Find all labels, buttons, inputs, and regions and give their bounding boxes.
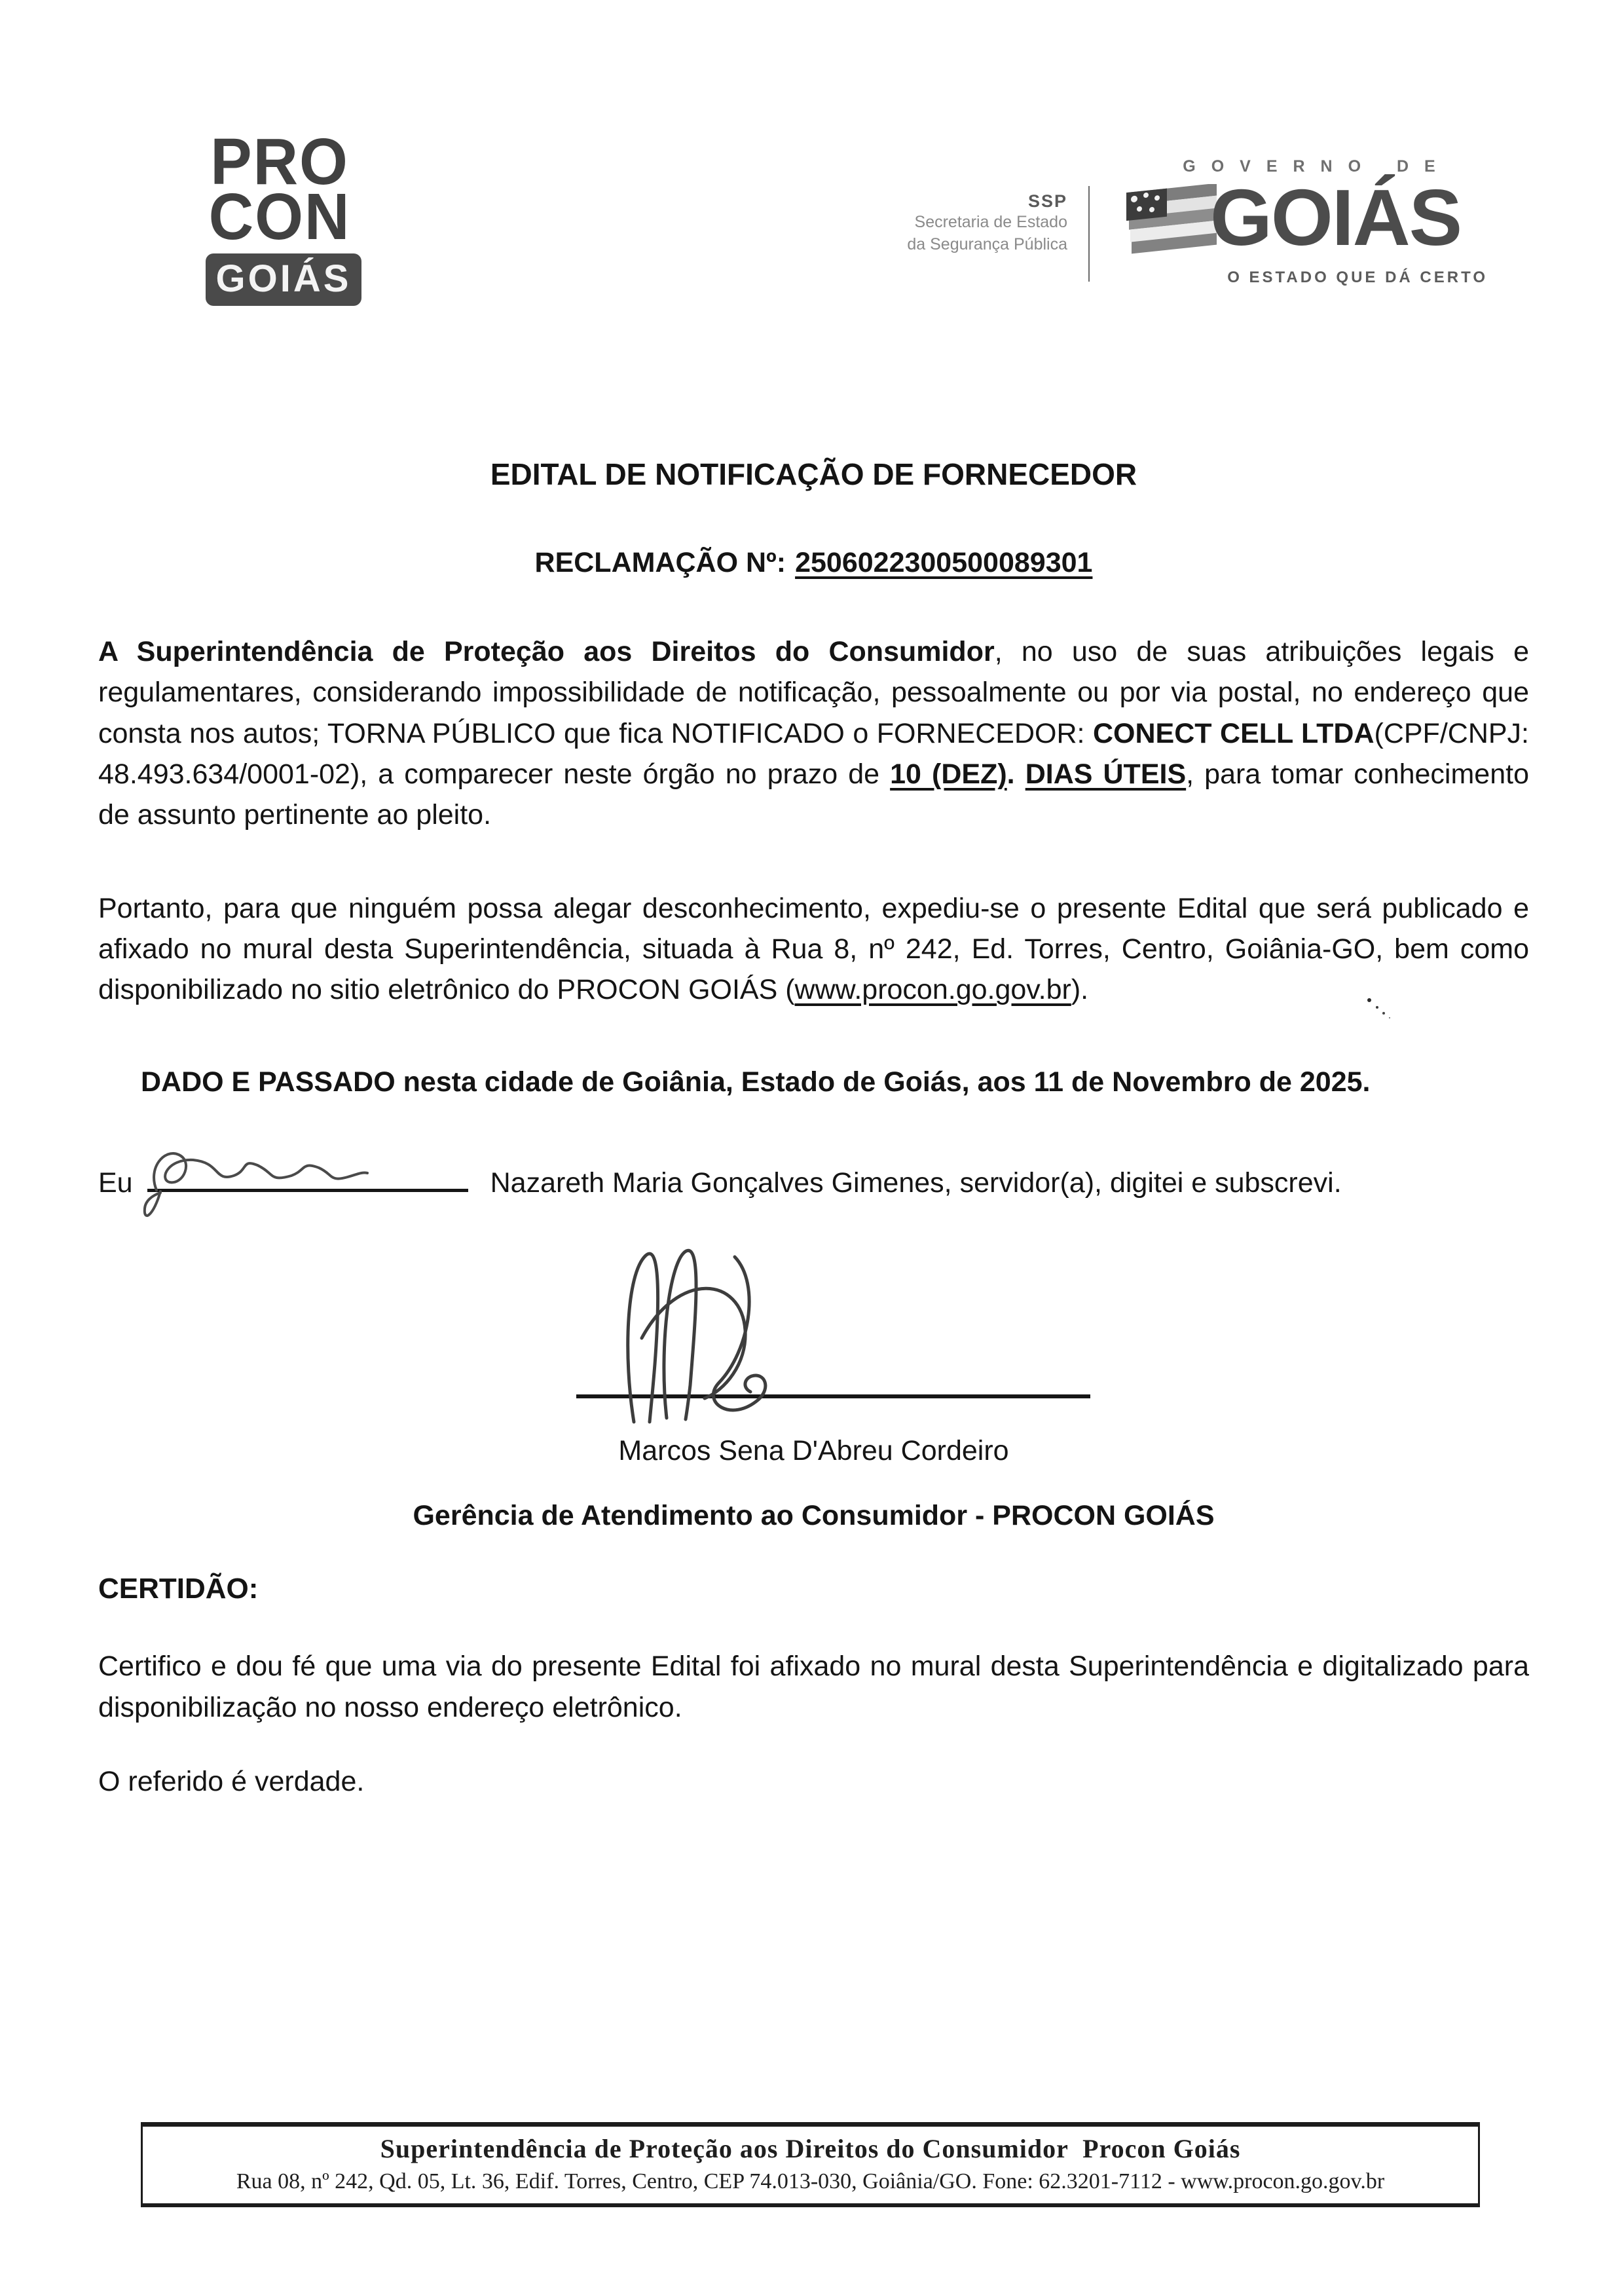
text-run: A Superintendência de Proteção aos Direitos do Consumidor xyxy=(98,636,995,667)
footer-address-line: Rua 08, nº 242, Qd. 05, Lt. 36, Edif. Torres, Centro, CEP 74.013-030, Goiânia/GO. Fone: 62.3201-7112 - www.procon.go.gov.br xyxy=(236,2169,1385,2193)
procon-logo-line1: PRO xyxy=(210,125,349,198)
text-run: www.procon.go.gov.br xyxy=(794,974,1071,1006)
procon-logo-badge: GOIÁS xyxy=(206,253,362,306)
footer-box xyxy=(141,2122,1480,2207)
ssp-acronym: SSP xyxy=(1027,191,1067,211)
governo-de-goias-logo xyxy=(1121,157,1488,287)
text-run: 10 (DEZ) xyxy=(890,758,1007,791)
signer-name: Marcos Sena D'Abreu Cordeiro xyxy=(618,1435,1009,1467)
scan-ink-speckle xyxy=(1367,998,1371,1002)
text-run: . xyxy=(1006,758,1025,791)
goias-slogan: O ESTADO QUE DÁ CERTO xyxy=(1227,269,1488,286)
manager-signature-block xyxy=(576,1233,1090,1398)
text-run: DIAS ÚTEIS xyxy=(1025,758,1187,791)
footer-org-line: Superintendência de Proteção aos Direitos do Consumidor Procon Goiás xyxy=(380,2134,1241,2163)
publication-paragraph xyxy=(98,888,1529,1011)
certificate-body: Certifico e dou fé que uma via do presente Edital foi afixado no mural desta Superintendência e digitalizado para disponibilização no nosso endereço eletrônico. xyxy=(98,1651,1529,1723)
goias-wordmark: GOIÁS xyxy=(1210,173,1462,262)
clerk-signature-rule xyxy=(147,1182,468,1192)
text-run: (CPF/CNPJ: 48.493.634/0001-02), a comparecer neste órgão no prazo de xyxy=(98,717,1529,791)
manager-signature-scribble xyxy=(596,1233,858,1430)
procon-logo-line2: CON xyxy=(208,180,351,253)
signer-role: Gerência de Atendimento ao Consumidor - PROCON GOIÁS xyxy=(413,1500,1215,1532)
notification-paragraph xyxy=(98,631,1529,836)
ssp-block xyxy=(740,191,1067,256)
text-run: , no uso de suas atribuições legais e regulamentares, considerando impossibilidade de notificação, pessoalmente ou por via postal, no endereço que consta nos autos; TORNA PÚBLICO que fica NOTIFICADO o FORNECEDOR: xyxy=(98,636,1529,749)
goias-flag-icon xyxy=(1121,184,1219,265)
eu-prefix: Eu xyxy=(98,1167,133,1199)
ssp-line1: Secretaria de Estado xyxy=(914,213,1067,231)
certificate-closing: O referido é verdade. xyxy=(98,1766,365,1798)
text-run: Portanto, para que ninguém possa alegar desconhecimento, expediu-se o presente Edital que será publicado e afixado no mural desta Superintendência, situada à Rua 8, nº 242, Ed. Torres, Centro, Goiânia-GO, bem como disponibilizado no sitio eletrônico do PROCON GOIÁS ( xyxy=(98,892,1529,1006)
claim-label: RECLAMAÇÃO Nº: xyxy=(534,547,786,578)
procon-goias-logo xyxy=(205,125,362,306)
issued-line: DADO E PASSADO nesta cidade de Goiânia, Estado de Goiás, aos 11 de Novembro de 2025. xyxy=(141,1066,1371,1098)
ssp-line2: da Segurança Pública xyxy=(907,234,1067,253)
clerk-name-text: Nazareth Maria Gonçalves Gimenes, servidor(a), digitei e subscrevi. xyxy=(490,1167,1342,1199)
governo-de-label: GOVERNO DE xyxy=(1183,157,1451,176)
text-run: CONECT CELL LTDA xyxy=(1093,717,1375,749)
text-run: , para tomar conhecimento de assunto pertinente ao pleito. xyxy=(98,758,1529,831)
certificate-heading: CERTIDÃO: xyxy=(98,1573,259,1605)
document-body xyxy=(0,457,1624,1798)
document-title: EDITAL DE NOTIFICAÇÃO DE FORNECEDOR xyxy=(490,457,1137,491)
clerk-signature-line xyxy=(98,1163,1529,1203)
claim-line xyxy=(98,547,1529,579)
text-run: ). xyxy=(1071,974,1089,1006)
claim-number: 2506022300500089301 xyxy=(795,547,1093,578)
header-divider xyxy=(1088,186,1090,282)
clerk-signature-scribble xyxy=(138,1119,374,1231)
